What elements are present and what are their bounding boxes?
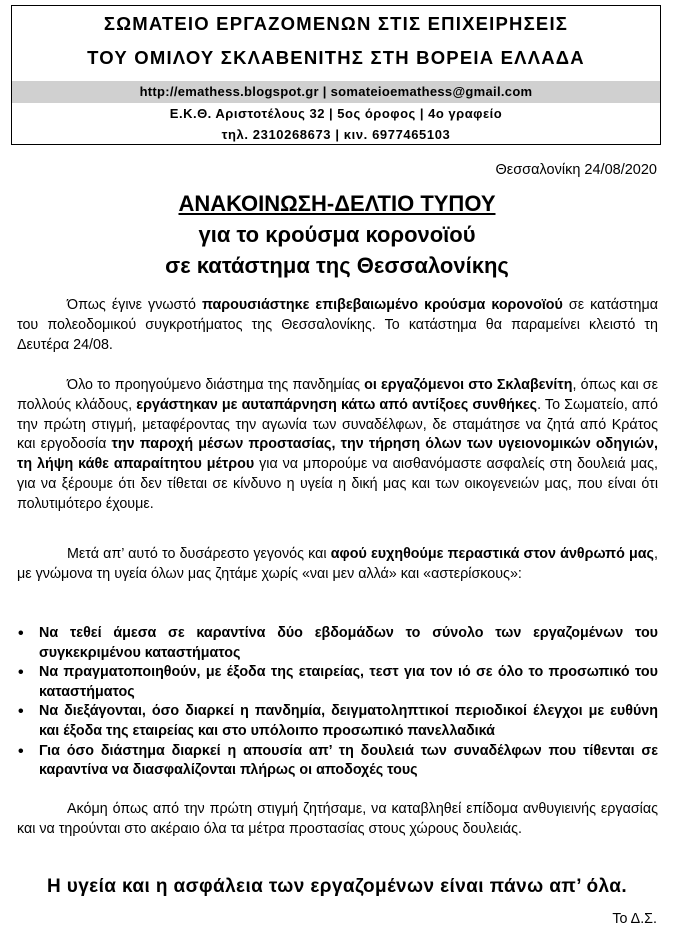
title-line1: ΑΝΑΚΟΙΝΩΣΗ-ΔΕΛΤΙΟ ΤΥΠΟΥ — [178, 191, 496, 216]
p4-text: Ακόμη όπως από την πρώτη στιγμή ζητήσαμε, να καταβληθεί επίδομα ανθυγιεινής εργασίας και να τηρούνται στο ακέραιο όλα τα μέτρα προστασίας στους χώρους δουλειάς. — [17, 801, 658, 837]
p2-text-a: Όλο το προηγούμενο διάστημα της πανδημίας — [67, 377, 365, 393]
p2-text-e: . Το Σωματείο, από την πρώτη στιγμή, μεταφέροντας την αγωνία των συναδέλφων, δε σταμάτησε να ζητά από Κράτος και εργοδοσία — [17, 396, 659, 453]
letterhead — [11, 5, 661, 145]
union-name-line2: ΤΟΥ ΟΜΙΛΟΥ ΣΚΛΑΒΕΝΙΤΗΣ ΣΤΗ ΒΟΡΕΙΑ ΕΛΛΑΔΑ — [87, 47, 585, 68]
p2-bold-d: εργάστηκαν με αυταπάρνηση κάτω από αντίξοες συνθήκες — [136, 396, 538, 413]
p2-text-c: , όπως και σε πολλούς κλάδους, — [17, 377, 658, 413]
phone-line: τηλ. 2310268673 | κιν. 6977465103 — [221, 127, 451, 142]
document-date: Θεσσαλονίκη 24/08/2020 — [495, 162, 657, 178]
address-line: Ε.Κ.Θ. Αριστοτέλους 32 | 5ος όροφος | 4ο γραφείο — [169, 106, 503, 121]
demands-list — [17, 624, 658, 781]
paragraph-4 — [17, 800, 658, 840]
p3-bold-b: αφού ευχηθούμε περαστικά στον άνθρωπό μας — [330, 546, 654, 562]
document-title — [0, 188, 674, 281]
union-name-line1: ΣΩΜΑΤΕΙΟ ΕΡΓΑΖΟΜΕΝΩΝ ΣΤΙΣ ΕΠΙΧΕΙΡΗΣΕΙΣ — [103, 13, 569, 34]
demand-item: • Να πραγματοποιηθούν, με έξοδα της εταιρείας, τεστ για τον ιό σε όλο το προσωπικό του καταστήματος — [17, 663, 658, 702]
p1-text-a: Όπως έγινε γνωστό — [67, 297, 202, 313]
title-line3: σε κατάστημα της Θεσσαλονίκης — [165, 253, 509, 278]
demand-item: • Να διεξάγονται, όσο διαρκεί η πανδημία, δειγματοληπτικοί περιοδικοί έλεγχοι με ευθύνη και έξοδα της εταιρείας και στο υπόλοιπο προσωπικό πανελλαδικά — [17, 702, 658, 741]
p2-bold-f: την παροχή μέσων προστασίας, την τήρηση όλων των υγειονομικών οδηγιών, τη λήψη κάθε απαραίτητου μέτρου — [17, 436, 658, 473]
p1-bold-b: παρουσιάστηκε επιβεβαιωμένο κρούσμα κορονοϊού — [201, 297, 563, 313]
p3-text-a: Μετά απ’ αυτό το δυσάρεστο γεγονός και — [67, 546, 331, 562]
p2-bold-b: οι εργαζόμενοι στο Σκλαβενίτη — [364, 377, 573, 393]
paragraph-3 — [17, 545, 658, 585]
demand-item: • Να τεθεί άμεσα σε καραντίνα δύο εβδομάδων το σύνολο των εργαζομένων του συγκεκριμένου καταστήματος — [17, 624, 658, 663]
demand-item: • Για όσο διάστημα διαρκεί η απουσία απ’ τη δουλειά των συναδέλφων που τίθενται σε καραντίνα να διασφαλίζονται πλήρως οι αποδοχές τους — [17, 742, 658, 781]
title-line2: για το κρούσμα κορονοϊού — [198, 222, 476, 247]
p1-text-c: σε κατάστημα του πολεοδομικού συγκροτήματος της Θεσσαλονίκης. Το κατάστημα θα παραμείνει κλειστό τη Δευτέρα 24/08. — [17, 297, 658, 353]
paragraph-1 — [17, 296, 658, 355]
signature: Το Δ.Σ. — [612, 911, 657, 927]
paragraph-2 — [17, 376, 658, 515]
p3-text-c: , με γνώμονα τη υγεία όλων μας ζητάμε χωρίς «ναι μεν αλλά» και «αστερίσκους»: — [17, 546, 658, 582]
p2-text-g: για να μπορούμε να αισθανόμαστε ασφαλείς στη δουλειά μας, για να ξέρουμε ότι δεν τίθεται σε κίνδυνο η υγεία η δική μας και των οικογενειών μας, που είναι ότι πολυτιμότερο έχουμε. — [17, 456, 658, 512]
closing-statement: Η υγεία και η ασφάλεια των εργαζομένων είναι πάνω απ’ όλα. — [46, 876, 628, 897]
contact-line: http://emathess.blogspot.gr | somateioemathess@gmail.com — [139, 84, 533, 99]
